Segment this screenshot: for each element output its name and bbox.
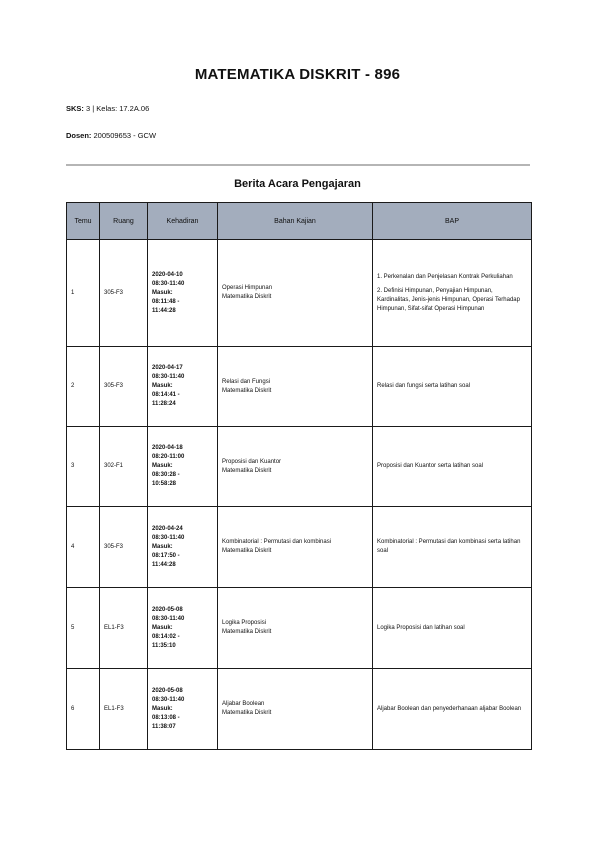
cell-ruang: 305-F3 — [100, 240, 148, 347]
cell-bap — [373, 588, 532, 669]
kehadiran-line: 11:44:28 — [152, 307, 176, 314]
bap-paragraph: Relasi dan fungsi serta latihan soal — [377, 383, 471, 389]
kehadiran-line: 08:11:48 - — [152, 298, 180, 305]
cell-kehadiran — [148, 507, 218, 588]
bahan-line: Matematika Diskrit — [222, 548, 272, 554]
kehadiran-line: 08:13:08 - — [152, 714, 180, 721]
teaching-log-table — [66, 202, 532, 750]
bahan-line: Aljabar Boolean — [222, 701, 265, 707]
kehadiran-line: Masuk: — [152, 463, 173, 469]
bap-paragraph: Proposisi dan Kuantor serta latihan soal — [377, 463, 484, 469]
kehadiran-line: 08:30-11:40 — [152, 615, 185, 622]
cell-temu: 5 — [67, 588, 100, 669]
cell-kehadiran — [148, 669, 218, 750]
sks-value: 3 | Kelas: 17.2A.06 — [86, 104, 150, 113]
cell-kehadiran — [148, 347, 218, 427]
cell-bap — [373, 347, 532, 427]
kehadiran-line: Masuk: — [152, 543, 173, 550]
kehadiran-line: 08:20-11:00 — [152, 454, 185, 460]
kehadiran-line: 08:14:02 - — [152, 633, 180, 640]
header-temu: Temu — [67, 203, 100, 240]
kehadiran-line: Masuk: — [152, 289, 173, 296]
sks-label: SKS: — [66, 104, 84, 113]
cell-temu: 2 — [67, 347, 100, 427]
bahan-line: Matematika Diskrit — [222, 467, 272, 474]
cell-temu: 1 — [67, 240, 100, 347]
cell-ruang: EL1-F3 — [100, 669, 148, 750]
kehadiran-line: Masuk: — [152, 705, 173, 712]
cell-bap — [373, 507, 532, 588]
cell-temu: 4 — [67, 507, 100, 588]
kehadiran-line: 11:28:24 — [152, 401, 176, 407]
kehadiran-line: 2020-04-18 — [152, 445, 183, 451]
kehadiran-line: 2020-05-08 — [152, 687, 183, 694]
cell-temu: 6 — [67, 669, 100, 750]
cell-kehadiran — [148, 588, 218, 669]
table-row — [67, 507, 532, 588]
kehadiran-line: 08:30:28 - — [152, 472, 180, 478]
table-row — [67, 427, 532, 507]
sks-class-info — [66, 104, 149, 113]
bap-paragraph: 1. Perkenalan dan Penjelasan Kontrak Perkuliahan — [377, 273, 513, 280]
kehadiran-line: 2020-04-10 — [152, 271, 183, 278]
bahan-line: Matematika Diskrit — [222, 387, 272, 394]
kehadiran-line: Masuk: — [152, 383, 173, 389]
table-body — [67, 240, 532, 750]
cell-bahan-kajian — [218, 669, 373, 750]
bahan-line: Logika Proposisi — [222, 620, 267, 626]
cell-ruang: EL1-F3 — [100, 588, 148, 669]
bap-paragraph: Logika Proposisi dan latihan soal — [377, 624, 465, 631]
kehadiran-line: 11:35:10 — [152, 642, 176, 649]
cell-bahan-kajian — [218, 588, 373, 669]
section-divider — [66, 164, 530, 166]
table-row — [67, 240, 532, 347]
table-header-row — [67, 203, 532, 240]
kehadiran-line: 08:30-11:40 — [152, 280, 185, 287]
cell-bahan-kajian — [218, 240, 373, 347]
dosen-value: 200509653 - GCW — [93, 131, 157, 140]
cell-bap — [373, 669, 532, 750]
table-row — [67, 347, 532, 427]
kehadiran-line: 11:44:28 — [152, 561, 176, 568]
header-kehadiran: Kehadiran — [148, 203, 218, 240]
bahan-line: Kombinatorial : Permutasi dan kombinasi — [222, 539, 332, 545]
cell-ruang: 302-F1 — [100, 427, 148, 507]
cell-temu: 3 — [67, 427, 100, 507]
course-title: MATEMATIKA DISKRIT - 896 — [194, 66, 401, 83]
bap-paragraph: Kombinatorial : Permutasi dan kombinasi serta latihan soal — [377, 539, 521, 554]
kehadiran-line: Masuk: — [152, 624, 173, 631]
kehadiran-line: 2020-05-08 — [152, 606, 183, 613]
kehadiran-line: 11:38:07 — [152, 723, 176, 730]
cell-ruang: 305-F3 — [100, 507, 148, 588]
bahan-line: Proposisi dan Kuantor — [222, 458, 282, 465]
bahan-line: Matematika Diskrit — [222, 629, 272, 635]
table-row — [67, 588, 532, 669]
bahan-line: Relasi dan Fungsi — [222, 378, 271, 385]
cell-bahan-kajian — [218, 427, 373, 507]
section-title: Berita Acara Pengajaran — [234, 178, 361, 190]
kehadiran-line: 2020-04-24 — [152, 525, 183, 532]
kehadiran-line: 10:58:28 — [152, 481, 177, 487]
cell-bahan-kajian — [218, 507, 373, 588]
lecturer-info — [66, 131, 156, 140]
kehadiran-line: 08:17:50 - — [152, 552, 180, 559]
kehadiran-line: 08:30-11:40 — [152, 534, 185, 541]
bap-paragraph: 2. Definisi Himpunan, Penyajian Himpunan, Kardinalitas, Jenis-jenis Himpunan, Operasi Terhadap Himpunan, Sifat-sifat Operasi Himpunan — [377, 287, 520, 312]
cell-ruang: 305-F3 — [100, 347, 148, 427]
kehadiran-line: 2020-04-17 — [152, 365, 183, 371]
bahan-line: Matematika Diskrit — [222, 710, 272, 716]
bahan-line: Operasi Himpunan — [222, 285, 273, 291]
bap-paragraph: Aljabar Boolean dan penyederhanaan aljabar Boolean — [377, 705, 522, 712]
header-ruang: Ruang — [100, 203, 148, 240]
kehadiran-line: 08:30-11:40 — [152, 374, 185, 380]
header-bahan-kajian: Bahan Kajian — [218, 203, 373, 240]
cell-bahan-kajian — [218, 347, 373, 427]
table-row — [67, 669, 532, 750]
kehadiran-line: 08:30-11:40 — [152, 696, 185, 703]
kehadiran-line: 08:14:41 - — [152, 392, 180, 398]
header-bap: BAP — [373, 203, 532, 240]
bahan-line: Matematika Diskrit — [222, 294, 272, 300]
cell-bap — [373, 240, 532, 347]
cell-kehadiran — [148, 240, 218, 347]
dosen-label: Dosen: — [66, 131, 92, 140]
cell-kehadiran — [148, 427, 218, 507]
cell-bap — [373, 427, 532, 507]
